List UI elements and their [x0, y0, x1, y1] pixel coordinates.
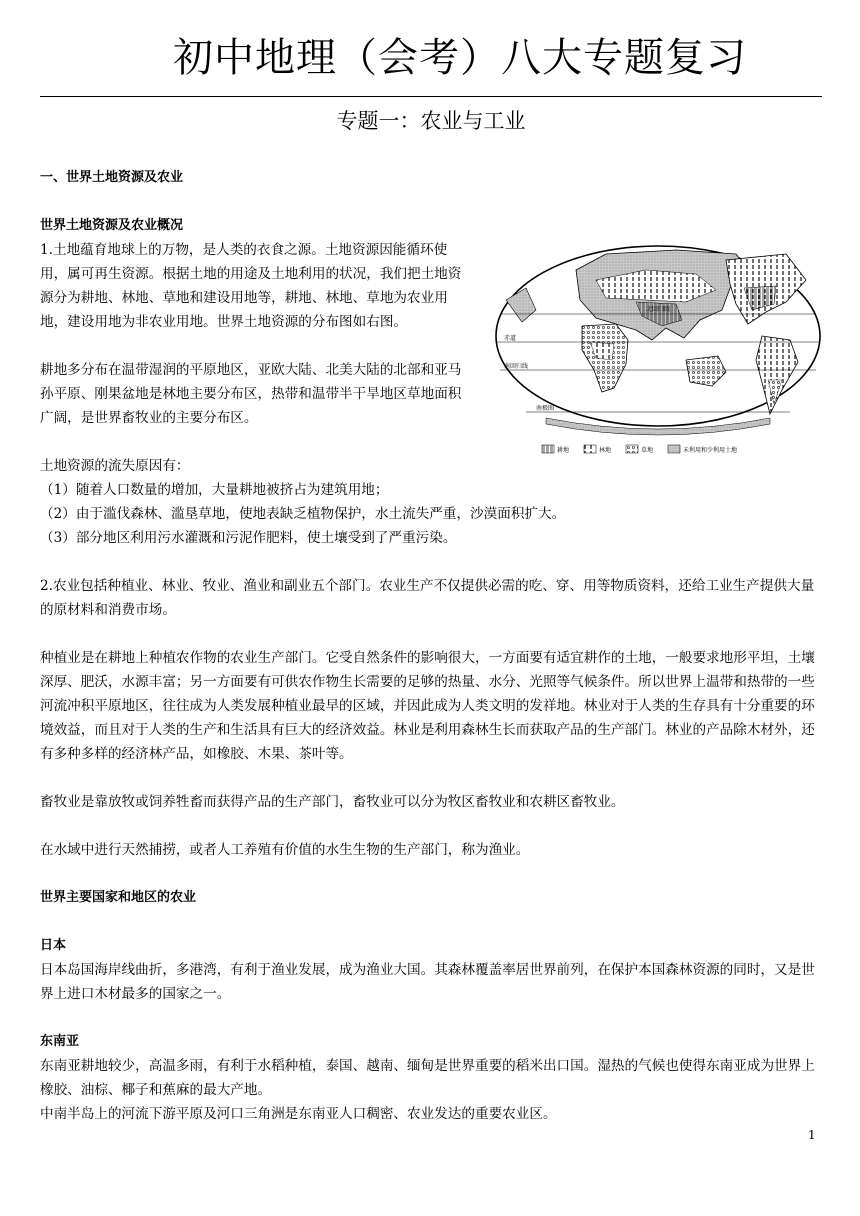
section-heading-regions: 世界主要国家和地区的农业 [40, 890, 197, 905]
label-north-tropic: 北回归线 [646, 306, 671, 313]
label-equator: 赤道 [504, 335, 517, 342]
paragraph-animal-husbandry: 畜牧业是靠放牧或饲养牲畜而获得产品的生产部门，畜牧业可以分为牧区畜牧业和农耕区畜牧业。 [40, 794, 625, 810]
legend-grassland: 草地 [641, 447, 654, 454]
world-land-use-map [486, 240, 824, 458]
loss-item: （3）部分地区利用污水灌溉和污泥作肥料，使土壤受到了严重污染。 [40, 530, 457, 546]
legend-unused-land: 未利用和少利用土地 [683, 447, 738, 454]
title-divider [40, 96, 822, 97]
map-legend [542, 445, 737, 454]
section-heading: 一、世界土地资源及农业 [40, 170, 184, 185]
legend-forest: 林地 [599, 447, 612, 454]
label-antarctic: 南极圈 [536, 405, 555, 412]
paragraph-southeast-asia: 东南亚耕地较少，高温多雨，有利于水稻种植，泰国、越南、缅甸是世界重要的稻米出口国。湿热的气候也使得东南亚成为世界上橡胶、油棕、椰子和蕉麻的最大产地。 [40, 1058, 815, 1098]
legend-cropland: 耕地 [557, 447, 570, 454]
heading-southeast-asia: 东南亚 [40, 1034, 80, 1049]
loss-intro: 土地资源的流失原因有： [40, 458, 190, 474]
intro-block [40, 238, 822, 454]
document-body [40, 166, 822, 1126]
paragraph-fishery: 在水域中进行天然捕捞，或者人工养殖有价值的水生生物的生产部门，称为渔业。 [40, 842, 530, 858]
loss-item: （1）随着人口数量的增加，大量耕地被挤占为建筑用地； [40, 482, 389, 498]
page-number: 1 [808, 1128, 816, 1142]
overview-heading: 世界土地资源及农业概况 [40, 218, 184, 233]
paragraph-land-resources: 1.土地蕴育地球上的万物，是人类的衣食之源。土地资源因能循环使用，属可再生资源。根据土地的用途及土地利用的状况，我们把土地资源分为耕地、林地、草地和建设用地等，耕地、林地、草地为农业用地，建设用地为非农业用地。世界土地资源的分布图如右图。 [40, 242, 462, 330]
page-subtitle: 专题一：农业与工业 [336, 109, 526, 133]
heading-japan: 日本 [40, 938, 67, 953]
loss-item: （2）由于滥伐森林、滥垦草地，使地表缺乏植物保护，水土流失严重，沙漠面积扩大。 [40, 506, 566, 522]
paragraph-land-distribution: 耕地多分布在温带湿润的平原地区，亚欧大陆、北美大陆的北部和亚马孙平原、刚果盆地是林地主要分布区，热带和温带半干旱地区草地面积广阔，是世界畜牧业的主要分布区。 [40, 362, 462, 426]
paragraph-indochina: 中南半岛上的河流下游平原及河口三角洲是东南亚人口稠密、农业发达的重要农业区。 [40, 1106, 557, 1122]
paragraph-crop-farming: 种植业是在耕地上种植农作物的农业生产部门。它受自然条件的影响很大，一方面要有适宜耕作的土地，一般要求地形平坦，土壤深厚、肥沃，水源丰富；另一方面要有可供农作物生长需要的足够的热量、水分、光照等气候条件。所以世界上温带和热带的一些河流冲积平原地区，往往成为人类发展种植业最早的区域，并因此成为人类文明的发祥地。林业对于人类的生存具有十分重要的环境效益，而且对于人类的生产和生活具有巨大的经济效益。林业是利用森林生长而获取产品的生产部门。林业的产品除木材外，还有多种多样的经济林产品，如橡胶、木果、茶叶等。 [40, 650, 815, 762]
paragraph-japan: 日本岛国海岸线曲折，多港湾，有利于渔业发展，成为渔业大国。其森林覆盖率居世界前列，在保护本国森林资源的同时，又是世界上进口木材最多的国家之一。 [40, 962, 815, 1002]
paragraph-agriculture-sectors: 2.农业包括种植业、林业、牧业、渔业和副业五个部门。农业生产不仅提供必需的吃、穿、用等物质资料，还给工业生产提供大量的原材料和消费市场。 [40, 578, 815, 618]
label-south-tropic: 南回归线 [504, 363, 529, 370]
page-title: 初中地理（会考）八大专题复习 [173, 35, 747, 81]
